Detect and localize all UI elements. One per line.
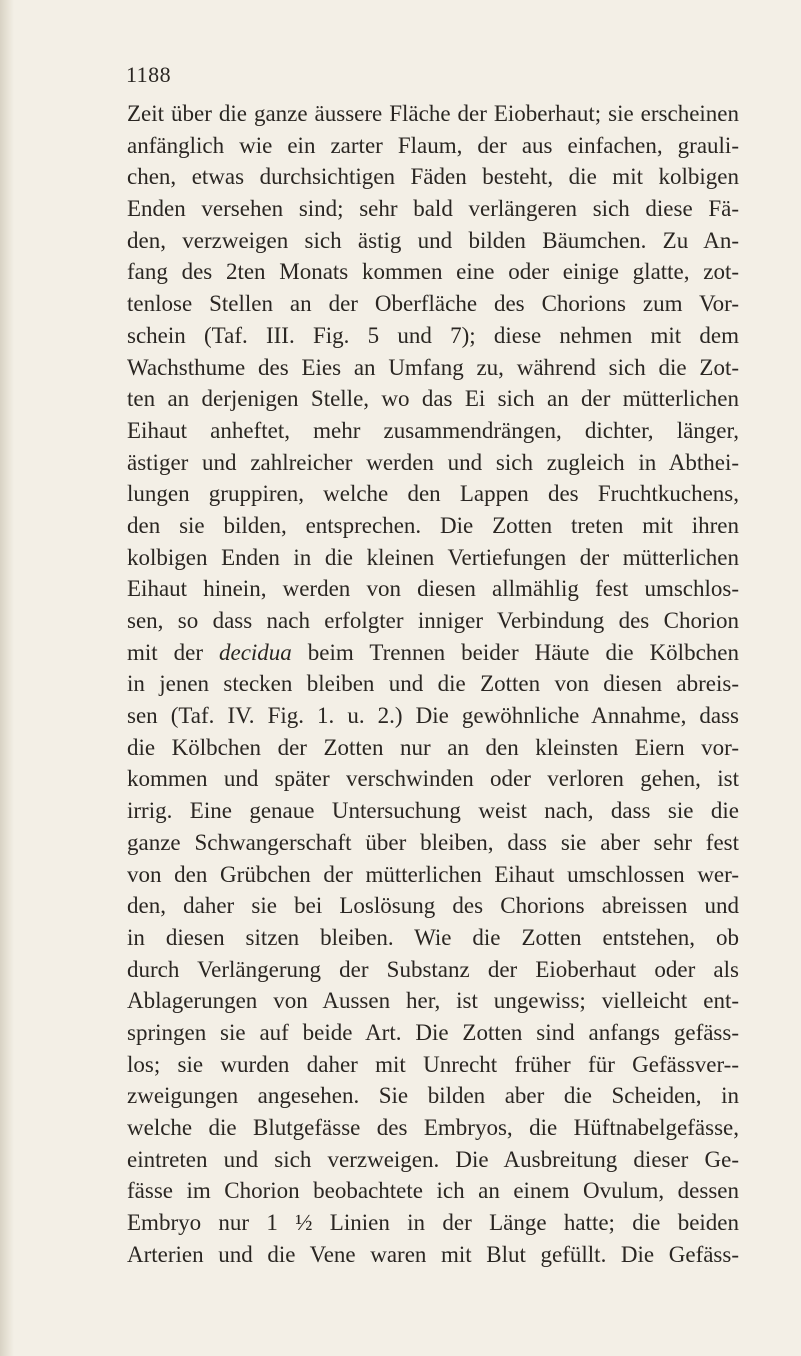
text-line: durch Verlängerung der Substanz der Eioberhaut oder als xyxy=(127,956,739,982)
text-line: zweigungen angesehen. Sie bilden aber die Scheiden, in xyxy=(127,1083,739,1109)
text-line: die Kölbchen der Zotten nur an den kleinsten Eiern vor- xyxy=(127,734,739,760)
text-line: Enden versehen sind; sehr bald verlängeren sich diese Fä- xyxy=(127,196,739,222)
text-line: tenlose Stellen an der Oberfläche des Chorions zum Vor- xyxy=(127,291,739,317)
text-line: schein (Taf. III. Fig. 5 und 7); diese nehmen mit dem xyxy=(127,322,739,348)
italic-term-decidua: decidua xyxy=(219,639,292,665)
text-line: in diesen sitzen bleiben. Wie die Zotten entstehen, ob xyxy=(127,924,739,950)
text-line: Zeit über die ganze äussere Fläche der Eioberhaut; sie erscheinen xyxy=(127,101,739,126)
text-line: Embryo nur 1 ½ Linien in der Länge hatte; die beiden xyxy=(127,1210,739,1236)
text-line: Wachsthume des Eies an Umfang zu, während sich die Zot- xyxy=(127,354,739,380)
text-line: eintreten und sich verzweigen. Die Ausbreitung dieser Ge- xyxy=(127,1146,739,1172)
text-line: in jenen stecken bleiben und die Zotten von diesen abreis- xyxy=(127,671,739,697)
text-line: los; sie wurden daher mit Unrecht früher für Gefässver-- xyxy=(127,1051,739,1077)
text-line-with-italic xyxy=(127,637,739,669)
page-gutter-shadow xyxy=(0,0,14,1356)
text-segment: mit der xyxy=(127,639,219,665)
text-line: chen, etwas durchsichtigen Fäden besteht, die mit kolbigen xyxy=(127,164,739,190)
text-line: fässe im Chorion beobachtete ich an einem Ovulum, dessen xyxy=(127,1178,739,1204)
text-line: Eihaut hinein, werden von diesen allmählig fest umschlos- xyxy=(127,576,739,602)
page-number: 1188 xyxy=(126,62,172,87)
text-line: sen, so dass nach erfolgter inniger Verbindung des Chorion xyxy=(127,608,739,633)
text-line: Arterien und die Vene waren mit Blut gefüllt. Die Gefäss- xyxy=(127,1241,739,1267)
text-line: den sie bilden, entsprechen. Die Zotten treten mit ihren xyxy=(127,512,739,538)
text-line: ästiger und zahlreicher werden und sich zugleich in Abthei- xyxy=(127,449,739,475)
text-line: anfänglich wie ein zarter Flaum, der aus einfachen, grauli- xyxy=(127,132,739,158)
text-line: ganze Schwangerschaft über bleiben, dass sie aber sehr fest xyxy=(127,829,739,855)
text-line: kolbigen Enden in die kleinen Vertiefungen der mütterlichen xyxy=(127,544,739,570)
body-text xyxy=(127,98,739,1270)
text-line: fang des 2ten Monats kommen eine oder einige glatte, zot- xyxy=(127,259,739,285)
text-line: lungen gruppiren, welche den Lappen des Fruchtkuchens, xyxy=(127,481,739,507)
text-line: welche die Blutgefässe des Embryos, die Hüftnabelgefässe, xyxy=(127,1115,739,1140)
text-line: springen sie auf beide Art. Die Zotten sind anfangs gefäss- xyxy=(127,1019,739,1045)
text-line: von den Grübchen der mütterlichen Eihaut umschlossen wer- xyxy=(127,861,739,887)
text-line: den, daher sie bei Loslösung des Chorions abreissen und xyxy=(127,893,739,919)
text-line: kommen und später verschwinden oder verloren gehen, ist xyxy=(127,766,739,792)
text-line: ten an derjenigen Stelle, wo das Ei sich an der mütterlichen xyxy=(127,386,739,412)
text-line: irrig. Eine genaue Untersuchung weist nach, dass sie die xyxy=(127,798,739,824)
text-segment: beim Trennen beider Häute die Kölbchen xyxy=(291,639,739,665)
text-line: Eihaut anheftet, mehr zusammendrängen, dichter, länger, xyxy=(127,417,739,443)
text-line: den, verzweigen sich ästig und bilden Bäumchen. Zu An- xyxy=(127,227,739,253)
text-line: sen (Taf. IV. Fig. 1. u. 2.) Die gewöhnliche Annahme, dass xyxy=(127,703,739,729)
text-line: Ablagerungen von Aussen her, ist ungewiss; vielleicht ent- xyxy=(127,988,739,1014)
